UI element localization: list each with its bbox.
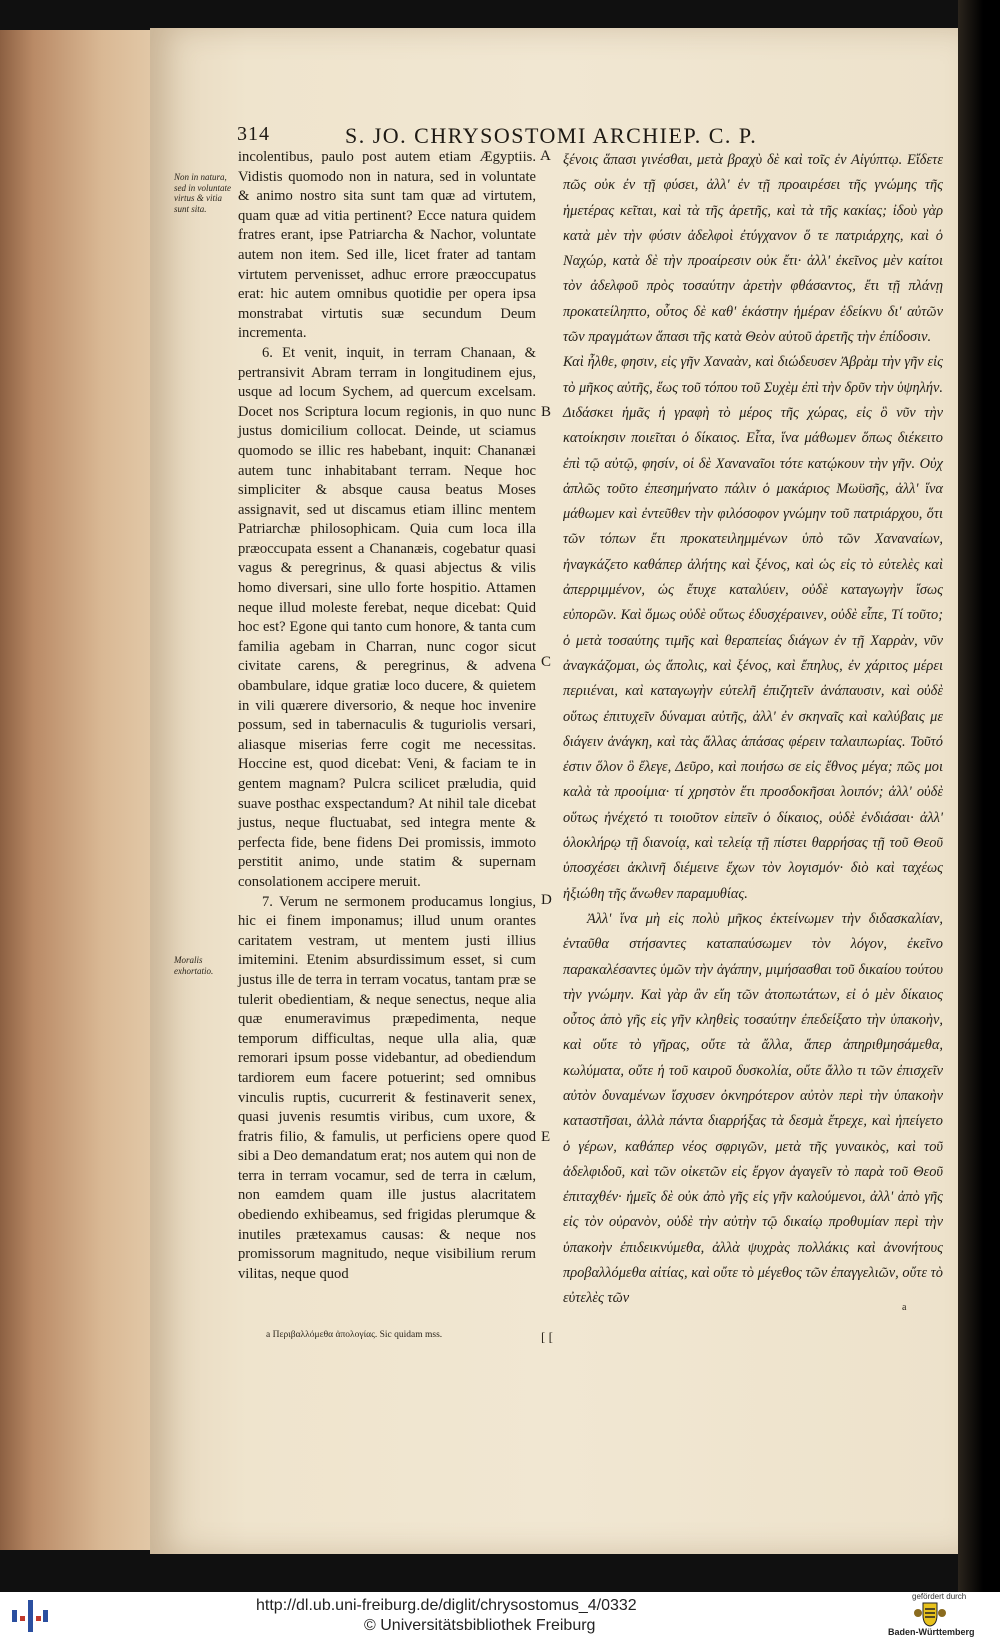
footnote: a Περιβαλλόμεθα ἀπολογίας. Sic quidam mss.: [266, 1330, 443, 1340]
section-marker-e: E: [541, 1129, 551, 1145]
funder-note: gefördert durch: [912, 1592, 967, 1601]
greek-paragraph-3: Ἀλλ' ἵνα μὴ εἰς πολὺ μῆκος ἐκτείνωμεν τὴν διδασκαλίαν, ἐνταῦθα στήσαντες καταπαύσωμεν τὸν λόγον, ἐκεῖνο παρακαλέσαντες ὑμῶν τὴν ἀγάπην, μιμήσασθαι τοῦ δικαίου τούτου τὴν γνώμην. Καὶ γὰρ ἂν εἴη τῶν ἀτοπωτάτων, εἰ ὁ μὲν δίκαιος οὗτος ἀπὸ γῆς εἰς γῆν κληθεὶς τοσαύτην ἐπεδείξατο τὴν ὑπακοὴν, καὶ οὔτε τὸ γῆρας, οὔτε τὰ ἄλλα, ἅπερ ἀπηριθμησάμεθα, κωλύματα, οὔτε ἡ τοῦ καιροῦ δυσκολία, οὔτε ἄλλο τι τῶν ἐπισχεῖν αὐτὸν δυναμένων ἴσχυσεν ὀκνηρότερον αὐτὸν περὶ τὴν ὑπακοὴν καταστῆσαι, ἀλλὰ πάντα διαρρήξας τὰ δεσμὰ ἔτρεχε, καὶ ἠπείγετο ὁ γέρων, καθάπερ νέος σφριγῶν, μετὰ τῆς γυναικὸς, καὶ τοῦ ἀδελφιδοῦ, καὶ τῶν οἰκετῶν εἰς ἔργον ἀγαγεῖν τὸ παρὰ τοῦ Θεοῦ ἐπιταχθέν· ἡμεῖς δὲ οὐκ ἀπὸ γῆς εἰς γῆν καλούμενοι, ἀλλ' ἀπὸ γῆς εἰς τὸν οὐρανὸν, οὐδὲ τὴν αὐτὴν τῷ δικαίῳ προθυμίαν περὶ τὴν ὑπακοὴν ἐπιδεικνύμεθα, ἀλλὰ ψυχρὰς πολλάκις καὶ ἀνονήτους προβαλλόμεθα αἰτίας, καὶ οὔτε τὸ μέγεθος τῶν ἐπαγγελιῶν, οὔτε τὸ εὐτελὲς τῶν: [563, 910, 943, 1307]
section-marker-d: D: [541, 892, 552, 908]
latin-column: [238, 148, 536, 1284]
marginal-note-exhortation: Moralis exhortatio.: [174, 955, 214, 976]
section-marker-c: C: [541, 654, 552, 670]
latin-paragraph-3: 7. Verum ne sermonem producamus longius, hic ei finem imponamus; illud unum orantes caritatem vestram, ut mentem justi illius imitemini. Etenim absurdissimum esset, si cum justus ille de terra in terram vocatus, tantam præ se tulerit obedientiam, & neque senectus, neque alia quæ enumeravimus præpedimenta, neque temporum difficultas, neque ulla alia, quæ remorari ipsum posse videbantur, ad obediendum tardiorem eum facere potuerint; sed omnibus vinculis ruptis, cucurrerit & festinaverit senex, quasi juvenis resumtis viribus, cum uxore, & fratris filio, & famulis, ut perficiens opere quod sibi a Deo demandatum erat; nos autem qui non de terra in terram vocamur, sed de terra in cælum, non eamdem quam ille justus alacritatem obediendo exhibeamus, sed frigidas plerumque & inutiles prætexamus causas: & neque nos promissorum magnitudo, neque visibilium rerum vilitas, neque quod: [238, 893, 536, 1282]
funder-crest-icon: [913, 1601, 947, 1627]
footer-url-link[interactable]: http://dl.ub.uni-freiburg.de/diglit/chrysostomus_4/0332: [256, 1597, 637, 1614]
page-number: 314: [237, 123, 270, 145]
funder-label: Baden-Württemberg: [888, 1627, 975, 1637]
footnote-mark: a: [902, 1302, 907, 1313]
library-logo-icon: [10, 1596, 50, 1636]
greek-paragraph-1: ξένοις ἅπασι γινέσθαι, μετὰ βραχὺ δὲ καὶ τοῖς ἐν Αἰγύπτῳ. Εἴδετε πῶς οὐκ ἐν τῇ φύσει, ἀλλ' ἐν τῇ προαιρέσει τῆς γνώμης τῆς ἡμετέρας κεῖται, καὶ τὰ τῆς ἀρετῆς, καὶ τὰ τῆς κακίας; ἰδοὺ γὰρ κατὰ μὲν τὴν φύσιν ἀδελφοὶ ἐτύγχανον ὅ τε πατριάρχης, καὶ ὁ Ναχώρ, κατὰ δὲ τὴν προαίρεσιν οὐκ ἔτι· ἀλλ' ἐκεῖνος μὲν καίτοι τὸν ἀδελφοῦ πρὸς τοσαύτην ἀρετὴν φθάσαντος, ἔτι τῇ πλάνῃ προκατείληπτο, οὗτος δὲ καθ' ἑκάστην ἡμέραν ἐδείκνυ δι' αὐτῶν τῶν πραγμάτων ἅπασι τῆς κατὰ Θεὸν αὐτοῦ ἀρετῆς τὴν ἐπίδοσιν.: [563, 152, 943, 346]
marginal-note-nature: Non in natura, sed in voluntate virtus & vitia sunt sita.: [174, 172, 231, 214]
right-gutter: [958, 0, 1000, 1592]
latin-paragraph-2: 6. Et venit, inquit, in terram Chanaan, & pertransivit Abram terram in longitudinem ejus, usque ad locum Sychem, ad quercum excelsam. Docet nos Scriptura locum regionis, in quo nunc justus domicilium collocat. Deinde, ut sciamus quomodo se illic res habebant, inquit: Chananæi autem tunc inhabitabant terram. Neque hoc simpliciter & absque causa beatus Moses assignavit, sed ut discamus etiam illinc mentem Patriarchæ philosophicam. Quia cum loca illa præoccupata essent a Chananæis, cogebatur quasi vagus & peregrinus, & quasi abjectus & vilis homo diversari, sine ullo forte hospitio. Attamen neque illud moleste ferebat, neque dicebat: Quid hoc est? Egone qui tanto cum honore, & tanta cum familia agebam in Charran, nunc cogor sicut civitate carens, & peregrinus, & advena obambulare, idque gratiæ loco ducere, & quietem in vili quærere diversorio, & neque hoc invenire possum, sed in tabernaculis & tuguriolis versari, aliasque miserias ferre cogit me necessitas. Hoccine est, quod dicebat: Veni, & faciam te in gentem magnam? Pulcra scilicet præludia, quid suave posthac exspectandum? At nihil tale dicebat justus, neque fluctuabat, sed integra mente & perfecta fide, bene fidens Dei promissis, immoto perstitit animo, unde statim & supernam consolationem accipere meruit.: [238, 344, 536, 890]
footer-copyright: © Universitätsbibliothek Freiburg: [364, 1617, 596, 1634]
latin-paragraph-1: incolentibus, paulo post autem etiam Ægyptiis. Vidistis quomodo non in natura, sed in voluntate & animo nostro sita sunt tam quæ ad virtutem, quam quæ ad vitia pertinent? Ecce natura quidem fratres erant, ipse Patriarcha & Nachor, voluntate autem non item. Sed ille, licet frater ad tantam virtutem pervenisset, adhuc errore præoccupatus erat: hic autem omnibus quotidie per opera ipsa monstrabat virtutis suæ secundum Deum incrementa.: [238, 149, 536, 342]
catchword-mark: [ [: [541, 1329, 553, 1344]
section-marker-a: A: [540, 148, 551, 164]
section-marker-b: B: [541, 404, 552, 420]
greek-paragraph-2: Καὶ ἦλθε, φησιν, εἰς γῆν Χαναὰν, καὶ διώδευσεν Ἀβρὰμ τὴν γῆν εἰς τὸ μῆκος αὐτῆς, ἕως τοῦ τόπου τοῦ Συχὲμ ἐπὶ τὴν δρῦν τὴν ὑψηλήν. Διδάσκει ἡμᾶς ἡ γραφὴ τὸ μέρος τῆς χώρας, εἰς ὃ νῦν τὴν κατοίκησιν ποιεῖται ὁ δίκαιος. Εἶτα, ἵνα μάθωμεν ὅπως διέκειτο ἐπὶ τῷ αὐτῷ, φησίν, οἱ δὲ Χαναναῖοι τότε κατῴκουν τὴν γῆν. Οὐχ ἁπλῶς τοῦτο ἐπεσημήνατο πάλιν ὁ μακάριος Μωϋσῆς, ἀλλ' ἵνα μάθωμεν καὶ ἐντεῦθεν τὴν φιλόσοφον γνώμην τοῦ πατριάρχου, ὅτι τῶν τόπων ἔτι προκατειλημμένων ὑπὸ τῶν Χαναναίων, ἠναγκάζετο καθάπερ ἀλήτης καὶ ξένος, καὶ ὡς εἰς τὸ εὐτελὲς καὶ ἀπερριμμένον, ὡς ἔτυχε καταλύειν, οὐδὲ καταγωγὴν ἴσως εὐπορῶν. Καὶ ὅμως οὐδὲ οὕτως ἐδυσχέραινεν, οὐδὲ εἶπε, Τί τοῦτο; ὁ μετὰ τοσαύτης τιμῆς καὶ θεραπείας διάγων ἐν τῇ Χαρρὰν, νῦν ἀναγκάζομαι, ὡς ἄπολις, καὶ ξένος, καὶ ἔπηλυς, ἐν χάριτος μέρει περιιέναι, καὶ καταγωγὴν εὐτελῆ ἐπιζητεῖν ἀνάπαυσιν, καὶ οὐδὲ οὕτως ἐπιτυχεῖν δύναμαι αὐτῆς, ἀλλ' ἐν σκηναῖς καὶ καλύβαις με διάγειν ἀνάγκη, καὶ τὰς ἄλλας ἁπάσας φέρειν ταλαιπωρίας. Τοῦτό ἐστιν ὅλον ὃ ἔλεγε, Δεῦρο, καὶ ποιήσω σε εἰς ἔθνος μέγα; πῶς μοι καλὰ τὰ προοίμια· τί χρηστὸν ἔτι προσδοκῆσαι λοιπόν; ἀλλ' οὐδὲ οὕτως ἠνέχετό τι τοιοῦτον εἰπεῖν ὁ δίκαιος, οὐδὲ ἐνδιάσαι· ἀλλ' ὁλοκλήρῳ τῇ διανοίᾳ, καὶ τελείᾳ τῇ πίστει θαρρήσας τῇ τοῦ Θεοῦ ὑποσχέσει ἀκλινῆ διέμεινε ἔχων τὸν λογισμόν· διὸ καὶ ταχέως ἠξιώθη τῆς ἄνωθεν παραμυθίας.: [563, 354, 943, 902]
greek-column: [563, 148, 943, 1312]
running-title: S. JO. CHRYSOSTOMI ARCHIEP. C. P.: [345, 123, 758, 148]
